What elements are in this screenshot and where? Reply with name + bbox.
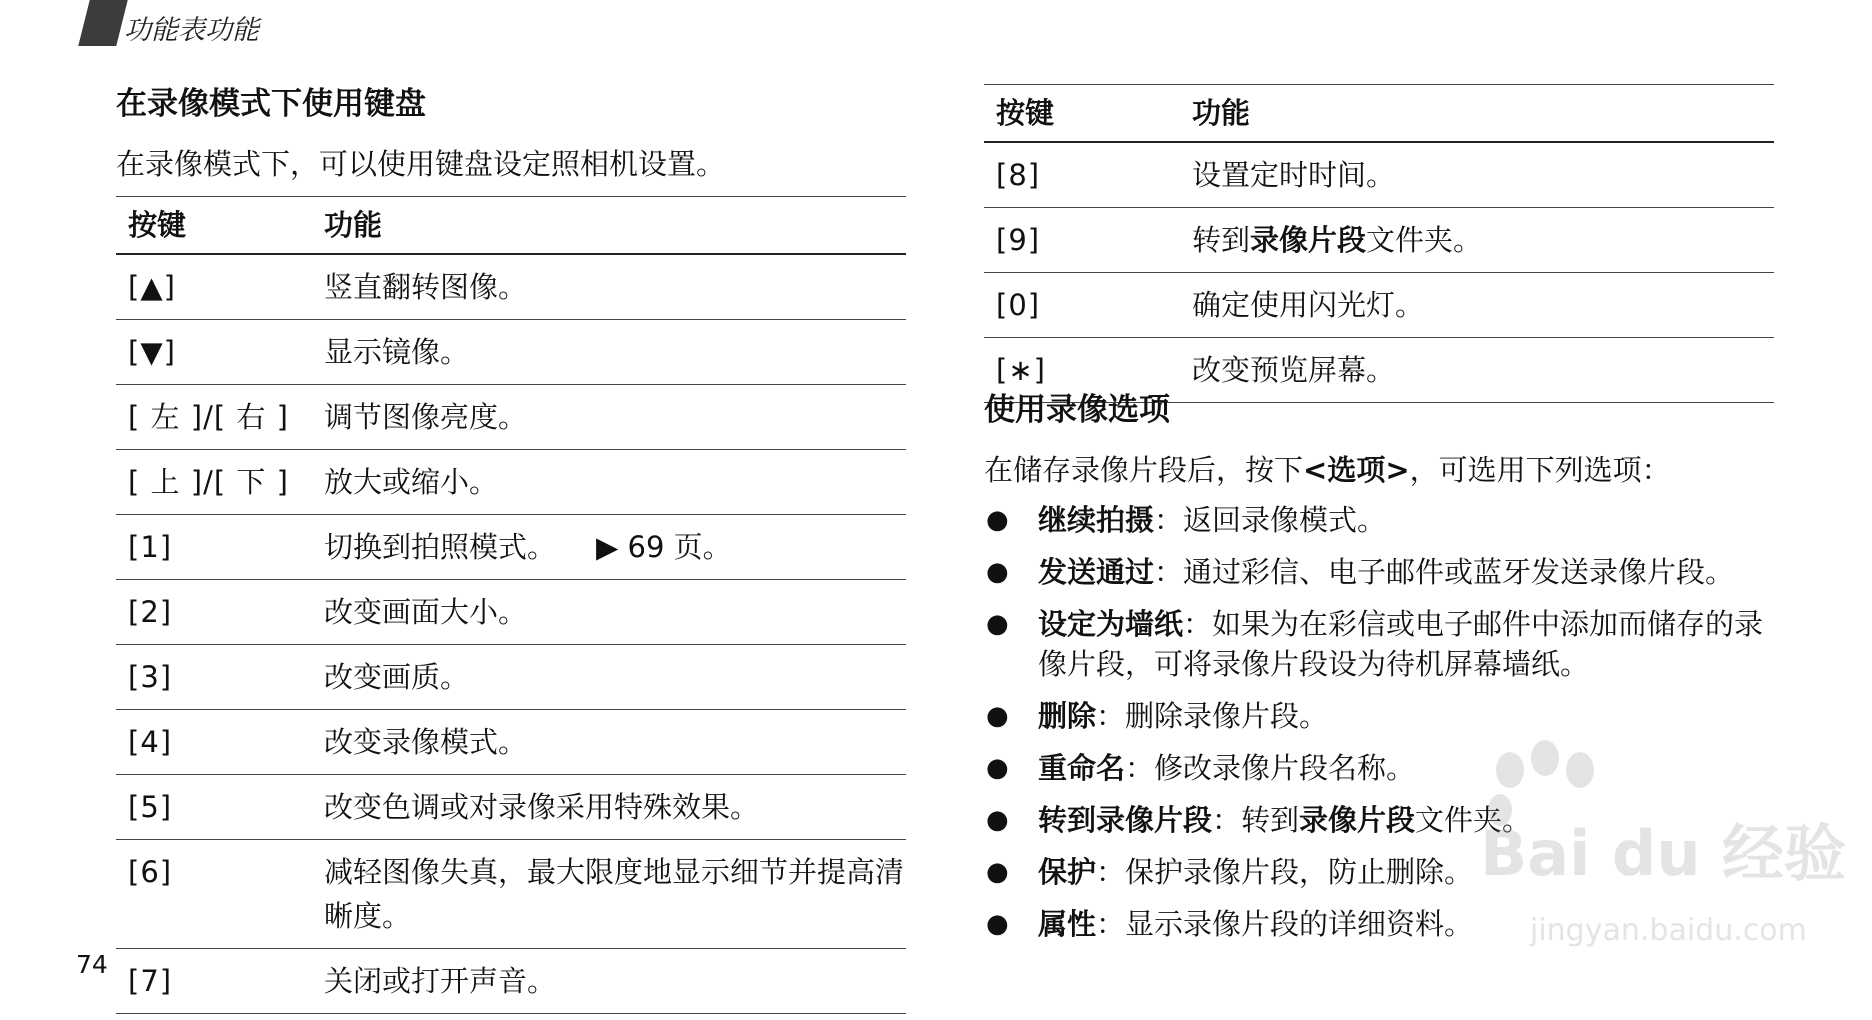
bullet-icon: ●	[986, 857, 1009, 887]
table-row	[984, 208, 1774, 273]
func-cell: 设置定时时间。	[1180, 142, 1774, 208]
left-keys-table	[116, 196, 906, 1014]
page-number: 74	[76, 950, 108, 979]
col-func-header: 功能	[1180, 85, 1774, 143]
table-row	[984, 273, 1774, 338]
func-cell	[1180, 208, 1774, 273]
key-cell: [ 左 ]/[ 右 ]	[116, 385, 312, 450]
option-desc: 文件夹。	[1415, 803, 1532, 837]
bullet-icon: ●	[986, 753, 1009, 783]
intro-text: 在储存录像片段后，按下	[984, 453, 1304, 487]
bullet-icon: ●	[986, 909, 1009, 939]
table-row	[116, 645, 906, 710]
table-row	[116, 385, 906, 450]
option-desc: ：转到	[1212, 803, 1300, 837]
key-cell: [4]	[116, 710, 312, 775]
key-cell: [∗]	[984, 338, 1180, 403]
key-cell: [ 上 ]/[ 下 ]	[116, 450, 312, 515]
table-row	[116, 254, 906, 320]
func-cell	[312, 515, 906, 580]
watermark-brand: Bai du 经验	[1480, 817, 1847, 890]
key-cell: [1]	[116, 515, 312, 580]
intro-text: ，可选用下列选项：	[1409, 453, 1671, 487]
func-cell: 竖直翻转图像。	[312, 254, 906, 320]
func-text: 切换到拍照模式。	[324, 530, 557, 564]
list-item	[984, 604, 1784, 684]
list-item	[984, 800, 1784, 840]
func-cell: 改变录像模式。	[312, 710, 906, 775]
table-row	[984, 142, 1774, 208]
func-text: 转到	[1192, 223, 1251, 257]
key-cell: [▲]	[116, 254, 312, 320]
table-row	[116, 320, 906, 385]
option-term: 发送通过	[1038, 555, 1155, 589]
func-cell: 减轻图像失真，最大限度地显示细节并提高清晰度。	[312, 840, 906, 949]
header-bar	[78, 0, 127, 46]
table-row	[116, 580, 906, 645]
key-cell: [9]	[984, 208, 1180, 273]
key-cell: [6]	[116, 840, 312, 949]
option-desc: ：删除录像片段。	[1096, 699, 1329, 733]
key-cell: [▼]	[116, 320, 312, 385]
option-term: 删除	[1038, 699, 1097, 733]
option-desc: ：显示录像片段的详细资料。	[1096, 907, 1474, 941]
option-term: 转到录像片段	[1038, 803, 1213, 837]
folder-name: 录像片段	[1299, 803, 1416, 837]
bullet-icon: ●	[986, 701, 1009, 731]
table-row	[116, 450, 906, 515]
option-term: 继续拍摄	[1038, 503, 1155, 537]
bullet-icon: ●	[986, 805, 1009, 835]
table-header-row	[984, 85, 1774, 143]
table-row	[116, 840, 906, 949]
list-item	[984, 904, 1784, 944]
left-section-title: 在录像模式下使用键盘	[116, 86, 426, 122]
func-cell: 改变画面大小。	[312, 580, 906, 645]
table-row	[116, 515, 906, 580]
bullet-icon: ●	[986, 609, 1009, 639]
list-item	[984, 696, 1784, 736]
func-cell: 改变画质。	[312, 645, 906, 710]
func-cell: 放大或缩小。	[312, 450, 906, 515]
func-cell: 显示镜像。	[312, 320, 906, 385]
bullet-icon: ●	[986, 505, 1009, 535]
list-item	[984, 500, 1784, 540]
func-cell: 改变色调或对录像采用特殊效果。	[312, 775, 906, 840]
option-desc: ：修改录像片段名称。	[1125, 751, 1416, 785]
func-cell: 调节图像亮度。	[312, 385, 906, 450]
col-key-header: 按键	[116, 197, 312, 255]
option-desc: ：通过彩信、电子邮件或蓝牙发送录像片段。	[1154, 555, 1735, 589]
func-text: 文件夹。	[1366, 223, 1483, 257]
page-reference: ▶ 69 页。	[596, 530, 732, 564]
key-cell: [5]	[116, 775, 312, 840]
option-term: 属性	[1038, 907, 1097, 941]
option-desc: ：保护录像片段，防止删除。	[1096, 855, 1474, 889]
watermark-url: jingyan.baidu.com	[1530, 913, 1807, 948]
folder-name: 录像片段	[1250, 223, 1367, 257]
options-list	[984, 500, 1784, 956]
option-term: 设定为墙纸	[1038, 607, 1184, 641]
key-cell: [7]	[116, 949, 312, 1014]
list-item	[984, 852, 1784, 892]
right-intro	[984, 448, 1671, 489]
col-func-header: 功能	[312, 197, 906, 255]
option-term: 重命名	[1038, 751, 1126, 785]
key-cell: [8]	[984, 142, 1180, 208]
func-cell: 确定使用闪光灯。	[1180, 273, 1774, 338]
left-intro: 在录像模式下，可以使用键盘设定照相机设置。	[116, 147, 726, 181]
list-item	[984, 552, 1784, 592]
key-cell: [0]	[984, 273, 1180, 338]
option-term: 保护	[1038, 855, 1097, 889]
header-title: 功能表功能	[124, 15, 259, 46]
table-row	[116, 949, 906, 1014]
bullet-icon: ●	[986, 557, 1009, 587]
option-desc: ：返回录像模式。	[1154, 503, 1387, 537]
table-row	[116, 710, 906, 775]
list-item	[984, 748, 1784, 788]
col-key-header: 按键	[984, 85, 1180, 143]
key-cell: [2]	[116, 580, 312, 645]
table-header-row	[116, 197, 906, 255]
right-keys-table	[984, 84, 1774, 403]
table-row	[116, 775, 906, 840]
key-cell: [3]	[116, 645, 312, 710]
right-section-title: 使用录像选项	[984, 392, 1170, 428]
option-desc: ：如果为在彩信或电子邮件中添加而储存的录像片段，可将录像片段设为待机屏幕墙纸。	[1038, 607, 1764, 681]
func-cell: 改变预览屏幕。	[1180, 338, 1774, 403]
options-softkey-label: <选项>	[1303, 453, 1410, 487]
func-cell: 关闭或打开声音。	[312, 949, 906, 1014]
